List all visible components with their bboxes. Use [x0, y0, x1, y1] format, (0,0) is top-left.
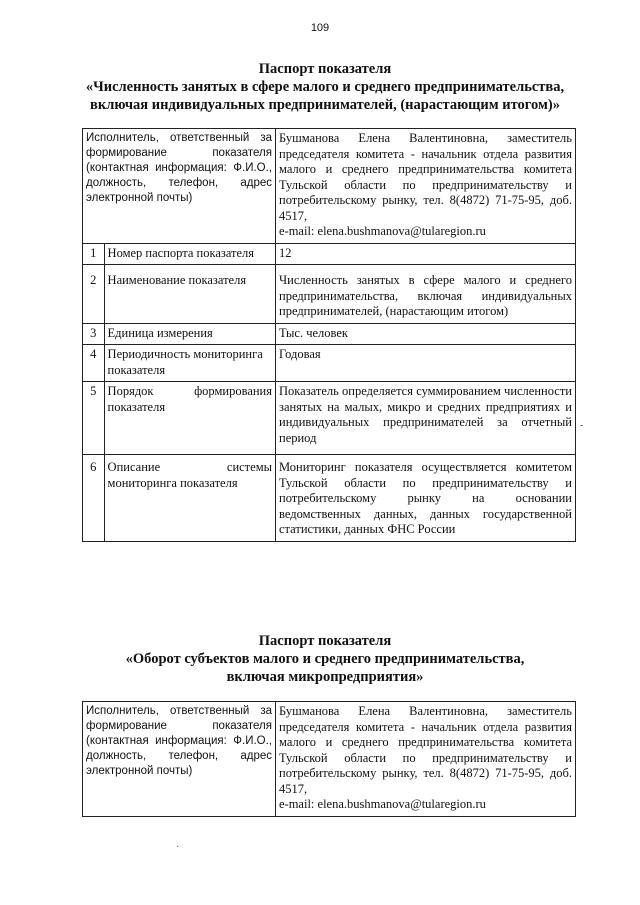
contact-email: e-mail: elena.bushmanova@tularegion.ru: [279, 797, 486, 811]
contact-row: [83, 702, 576, 817]
passport-1-table: [82, 128, 576, 542]
table-row: [83, 382, 576, 455]
row-value: Тыс. человек: [276, 323, 576, 345]
margin-mark: ·: [176, 842, 180, 853]
contact-label: Исполнитель, ответственный за формирование показателя (контактная информация: Ф.И.О., должность, телефон, адрес электронной почты): [83, 702, 276, 817]
contact-email: e-mail: elena.bushmanova@tularegion.ru: [279, 224, 486, 238]
passport-2-subtitle-line-1: «Оборот субъектов малого и среднего предпринимательства,: [125, 651, 525, 667]
passport-2-subtitle-line-2: включая микропредприятия»: [226, 669, 424, 685]
contact-row: [83, 129, 576, 244]
contact-value: [276, 129, 576, 244]
passport-2-title: [60, 632, 590, 686]
row-value: Мониторинг показателя осуществляется комитетом Тульской области по предпринимательству и потребительскому рынку на основании ведомственных данных, данных государственной статистики, данных ФНС России: [276, 455, 576, 542]
row-value: Численность занятых в сфере малого и среднего предпринимательства, включая индивидуальных предпринимателей, (нарастающим итогом): [276, 265, 576, 324]
contact-details: Бушманова Елена Валентиновна, заместитель председателя комитета - начальник отдела развития малого и среднего предпринимательства комитета Тульской области по предпринимательству и потребительскому рынку, тел. 8(4872) 71-75-95, доб. 4517,: [279, 704, 572, 796]
table-row: [83, 265, 576, 324]
row-number: 3: [83, 323, 105, 345]
row-value: Показатель определяется суммированием численности занятых на малых, микро и средних предприятиях и индивидуальных предпринимателей за отчетный период: [276, 382, 576, 455]
row-label: Периодичность мониторинга показателя: [104, 345, 275, 382]
row-label: Единица измерения: [104, 323, 275, 345]
page-number: 109: [310, 22, 330, 34]
row-number: 6: [83, 455, 105, 542]
contact-details: Бушманова Елена Валентиновна, заместитель председателя комитета - начальник отдела развития малого и среднего предпринимательства комитета Тульской области по предпринимательству и потребительскому рынку, тел. 8(4872) 71-75-95, доб. 4517,: [279, 131, 572, 223]
contact-label: Исполнитель, ответственный за формирование показателя (контактная информация: Ф.И.О., должность, телефон, адрес электронной почты): [83, 129, 276, 244]
row-label: Порядок формирования показателя: [104, 382, 275, 455]
row-label: Описание системы мониторинга показателя: [104, 455, 275, 542]
table-row: [83, 455, 576, 542]
row-number: 2: [83, 265, 105, 324]
table-row: [83, 243, 576, 265]
row-label: Номер паспорта показателя: [104, 243, 275, 265]
row-number: 4: [83, 345, 105, 382]
row-label: Наименование показателя: [104, 265, 275, 324]
row-number: 5: [83, 382, 105, 455]
passport-1-subtitle-line-2: включая индивидуальных предпринимателей, (нарастающим итогом)»: [90, 97, 560, 113]
passport-1-subtitle-line-1: «Численность занятых в сфере малого и среднего предпринимательства,: [85, 79, 565, 95]
table-row: [83, 345, 576, 382]
margin-mark: -: [580, 420, 584, 431]
passport-2-heading: Паспорт показателя: [258, 633, 392, 649]
contact-value: [276, 702, 576, 817]
row-value: 12: [276, 243, 576, 265]
table-row: [83, 323, 576, 345]
passport-1-title: [60, 60, 590, 114]
passport-2-table: [82, 701, 576, 817]
row-value: Годовая: [276, 345, 576, 382]
row-number: 1: [83, 243, 105, 265]
passport-1-heading: Паспорт показателя: [258, 61, 392, 77]
